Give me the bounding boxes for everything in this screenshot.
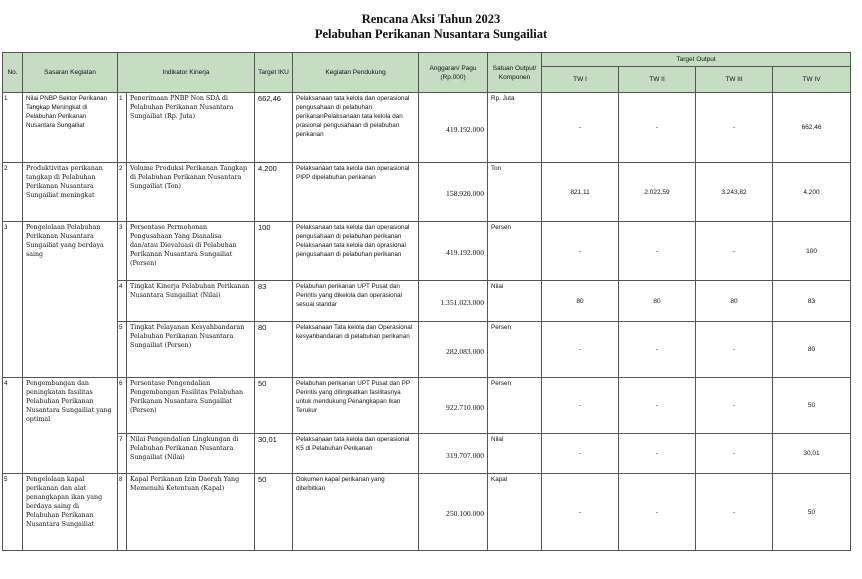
tw1-cell: 821,11 [542,163,619,222]
tw3-cell: - [696,474,773,551]
tw3-cell: - [696,378,773,434]
indicator-cell: Volume Produksi Perikanan Tangkap di Pelabuhan Perikanan Nusantara Sungailiat (Ton) [127,163,255,222]
target-iku-cell: 80 [255,322,293,378]
tw4-cell: 50 [773,474,851,551]
table-row [3,434,851,474]
header-sasaran: Sasaran Kegiatan [23,53,118,93]
tw3-cell: - [696,434,773,474]
kegiatan-cell: Pelaksanaan tata kelola dan operasional pengusahaan di pelabuhan perikanan Pelaksanaan tata kelola dan oprasional pengusahaan di pelabuhan perikanan [293,222,419,281]
target-iku-cell: 4.200 [255,163,293,222]
table-row [3,378,851,434]
kegiatan-cell: Dokumen kapal perikanan yang diterbitkan [293,474,419,551]
indicator-cell: Nilai Pengendalian Lingkungan di Pelabuhan Perikanan Nusantara Sungailiat (Nilai) [127,434,255,474]
table-row [3,222,851,281]
tw2-cell: 80 [619,281,696,322]
tw2-cell: - [619,93,696,163]
indicator-cell: Persentase Pengendalian Pengembangan Fasilitas Pelabuhan Perikanan Nusantara Sungailiat (Persen) [127,378,255,434]
tw1-cell: 80 [542,281,619,322]
header-tw3: TW III [696,67,773,93]
target-iku-cell: 50 [255,474,293,551]
sasaran-cell: Pengelolaan Pelabuhan Perikanan Nusantara Sungailiat yang berdaya saing [23,222,118,378]
sasaran-cell: Pengelolaan kapal perikanan dan alat penangkapan ikan yang berdaya saing di Pelabuhan Perikanan Nusantara Sungailiat [23,474,118,551]
kegiatan-cell: Pelaksanaan tata kelola dan operasional pengusahaan di pelabuhan perikananPelaksanaan tata kelola dan prasional pengusahaan di pelabuhan perikanan [293,93,419,163]
header-tw1: TW I [542,67,619,93]
tw2-cell: - [619,378,696,434]
tw3-cell: - [696,322,773,378]
header-target-iku: Target IKU [255,53,293,93]
kegiatan-cell: Pelaksanaan tata kelola dan operasional PIPP dipelabuhan perikanan [293,163,419,222]
anggaran-cell: 922.710.000 [419,378,488,434]
satuan-cell: Persen [488,322,542,378]
indicator-number: 1 [118,93,127,163]
satuan-cell: Rp. Juta [488,93,542,163]
tw4-cell: 80 [773,322,851,378]
tw1-cell: - [542,378,619,434]
table-row [3,163,851,222]
group-number: 3 [3,222,23,378]
tw1-cell: - [542,93,619,163]
header-satuan: Satuan Output/ Komponen [488,53,542,93]
group-number: 4 [3,378,23,474]
tw3-cell: - [696,222,773,281]
satuan-cell: Nilai [488,281,542,322]
indicator-number: 5 [118,322,127,378]
header-no: No. [3,53,23,93]
sasaran-cell: Pengembangan dan peningkatan fasilitas Pelabuhan Perikanan Nusantara Sungailiat yang optimal [23,378,118,474]
tw1-cell: - [542,322,619,378]
indicator-cell: Tingkat Pelayanan Kesyahbandaran Pelabuhan Perikanan Nusantara Sungailiat (Persen) [127,322,255,378]
group-number: 5 [3,474,23,551]
indicator-number: 7 [118,434,127,474]
header-kegiatan: Kegiatan Pendukung [293,53,419,93]
tw1-cell: - [542,222,619,281]
tw4-cell: 4.200 [773,163,851,222]
target-iku-cell: 30,01 [255,434,293,474]
indicator-cell: Persentase Permohonan Pengusahaan Yang Dianalisa dan/atau Dievaluasi di Pelabuhan Perikanan Nusantara Sungailiat (Persen) [127,222,255,281]
anggaran-cell: 419.192.000 [419,93,488,163]
sasaran-cell: Produktivitas perikanan tangkap di Pelabuhan Perikanan Nusantara Sungailiat meningkat [23,163,118,222]
header-target-output: Target Output [542,53,851,67]
anggaran-cell: 250.100.000 [419,474,488,551]
tw3-cell: 80 [696,281,773,322]
sasaran-cell: Nilai PNBP Sektor Perikanan Tangkap Meningkat di Pelabuhan Perikanan Nusantara Sungailiat [23,93,118,163]
satuan-cell: Persen [488,378,542,434]
header-indikator: Indikator Kinerja [118,53,255,93]
satuan-cell: Persen [488,222,542,281]
target-iku-cell: 83 [255,281,293,322]
group-number: 1 [3,93,23,163]
indicator-cell: Tingkat Kinerja Pelabuhan Perikanan Nusantara Sungailiat (Nilai) [127,281,255,322]
tw2-cell: - [619,222,696,281]
table-row [3,474,851,551]
indicator-number: 6 [118,378,127,434]
table-row [3,281,851,322]
tw2-cell: - [619,474,696,551]
tw2-cell: - [619,434,696,474]
anggaran-cell: 158.920.000 [419,163,488,222]
tw3-cell: - [696,93,773,163]
table-row [3,322,851,378]
anggaran-cell: 419.192.000 [419,222,488,281]
indicator-number: 4 [118,281,127,322]
indicator-number: 3 [118,222,127,281]
satuan-cell: Ton [488,163,542,222]
anggaran-cell: 1.351.023.000 [419,281,488,322]
satuan-cell: Nilai [488,434,542,474]
indicator-number: 2 [118,163,127,222]
target-iku-cell: 662,46 [255,93,293,163]
header-anggaran: Anggaran/ Pagu (Rp.000) [419,53,488,93]
target-iku-cell: 50 [255,378,293,434]
anggaran-cell: 282.083.000 [419,322,488,378]
tw4-cell: 83 [773,281,851,322]
kegiatan-cell: Pelabuhan perikanan UPT Pusat dan Perintis yang dikelola dan operasional sesuai standar [293,281,419,322]
tw3-cell: 3.243,82 [696,163,773,222]
tw4-cell: 662,46 [773,93,851,163]
group-number: 2 [3,163,23,222]
indicator-cell: Penerimaan PNBP Non SDA di Pelabuhan Perikanan Nusantara Sungailiat (Rp. Juta) [127,93,255,163]
document-subtitle: Pelabuhan Perikanan Nusantara Sungailiat [314,27,548,41]
kegiatan-cell: Pelabuhan perikanan UPT Pusat dan PP Perintis yang ditingkatkan fasilitasnya untuk mendukung Penangkapan Ikan Terukur [293,378,419,434]
kegiatan-cell: Pelaksanaan tata kelola dan operasional K5 di Pelabuhan Perikanan [293,434,419,474]
tw1-cell: - [542,434,619,474]
indicator-cell: Kapal Perikanan Izin Daerah Yang Memenuhi Ketentuan (Kapal) [127,474,255,551]
tw2-cell: - [619,322,696,378]
target-iku-cell: 100 [255,222,293,281]
kegiatan-cell: Pelaksanaan Tata kelola dan Operasional kesyahbandaran di pelabuhan perikanan [293,322,419,378]
tw4-cell: 50 [773,378,851,434]
header-tw4: TW IV [773,67,851,93]
indicator-number: 8 [118,474,127,551]
satuan-cell: Kapal [488,474,542,551]
tw4-cell: 30,01 [773,434,851,474]
action-plan-table [2,52,851,551]
table-row [3,93,851,163]
tw4-cell: 100 [773,222,851,281]
header-tw2: TW II [619,67,696,93]
document-title: Rencana Aksi Tahun 2023 [361,12,501,26]
anggaran-cell: 319.707.000 [419,434,488,474]
tw2-cell: 2.022,59 [619,163,696,222]
tw1-cell: - [542,474,619,551]
